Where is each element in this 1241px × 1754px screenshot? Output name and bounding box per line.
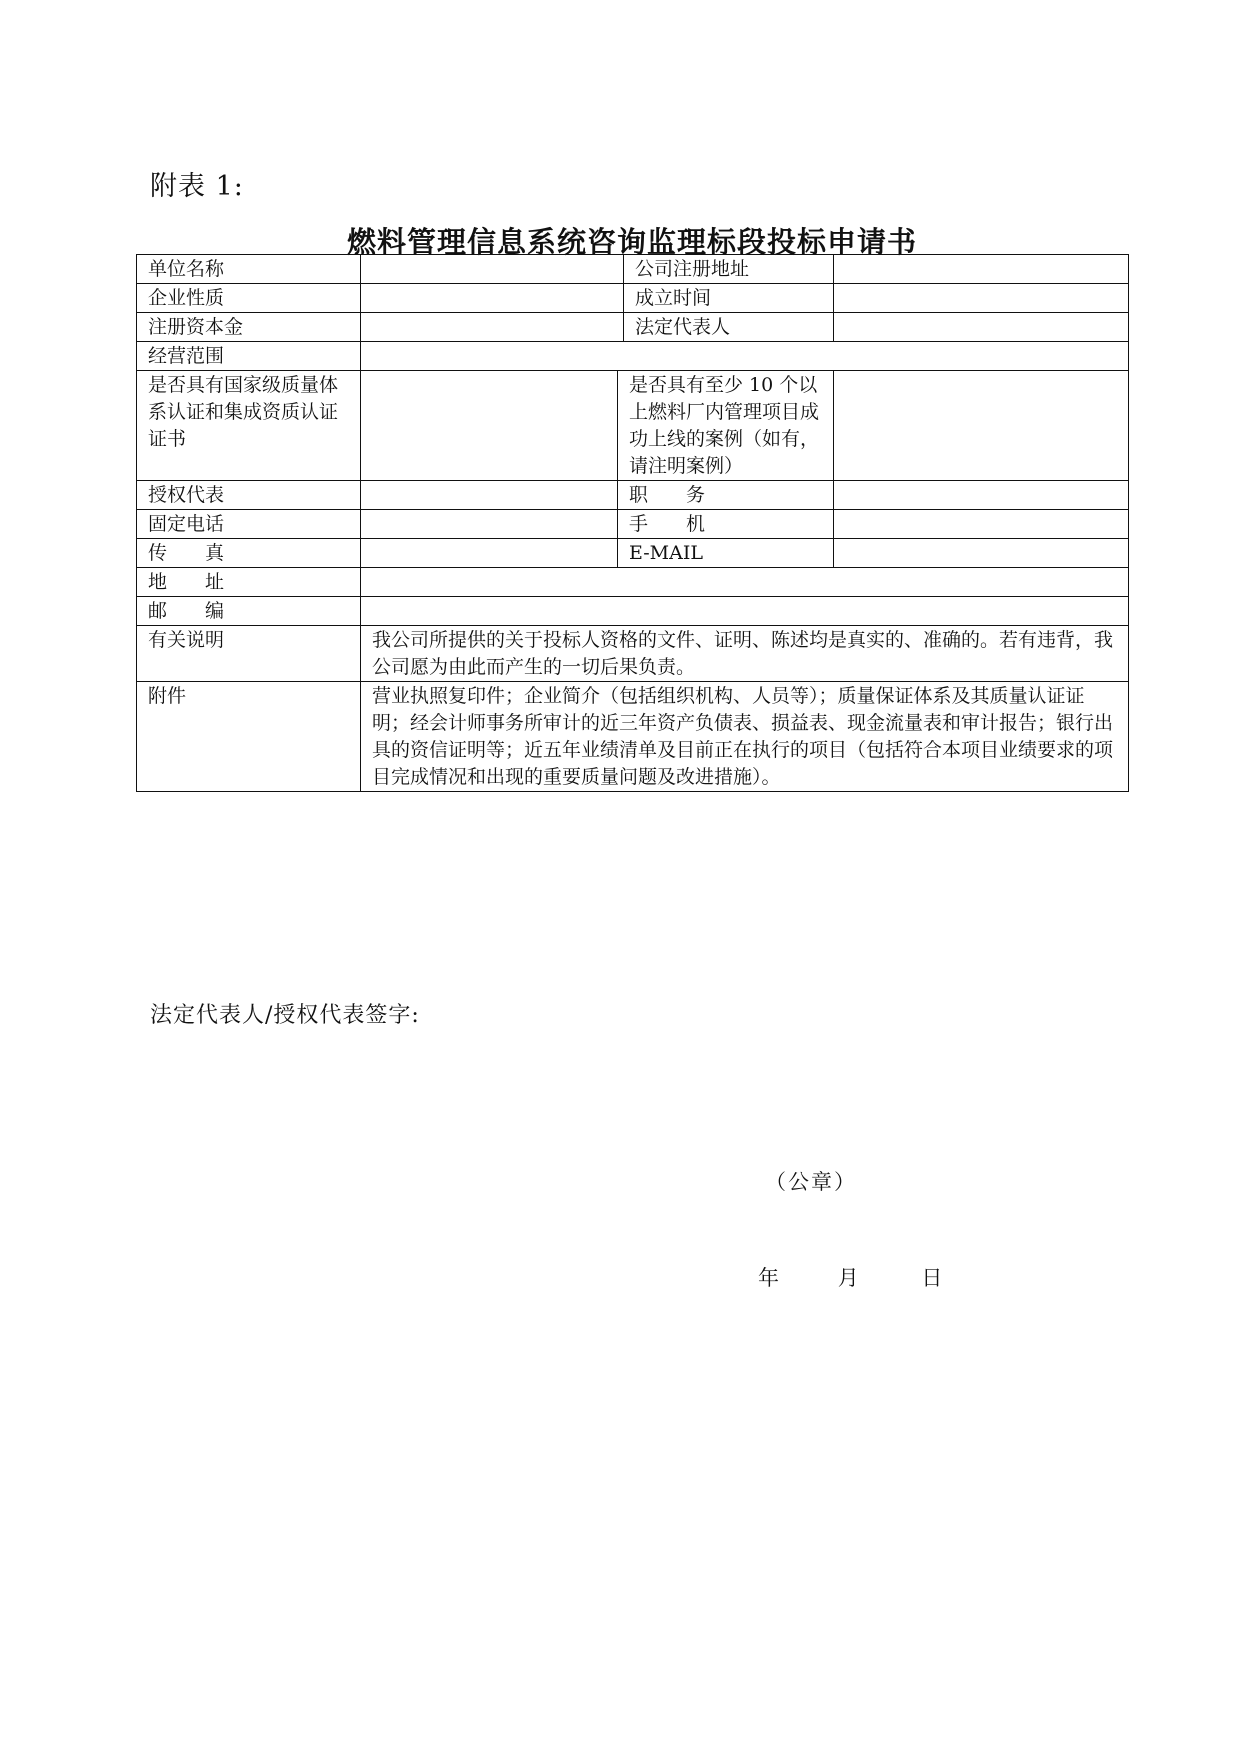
field-auth-rep[interactable] [361,481,618,510]
label-email: E-MAIL [618,539,834,568]
field-postcode[interactable] [361,597,1129,626]
table-row [137,371,1129,481]
label-attachment: 附件 [137,682,361,792]
field-fax[interactable] [361,539,618,568]
table-row [137,597,1129,626]
label-enterprise-type: 企业性质 [137,284,361,313]
table-row [137,539,1129,568]
field-position[interactable] [834,481,1129,510]
table-row [137,481,1129,510]
label-founded: 成立时间 [624,284,834,313]
table-row [137,342,1129,371]
label-cases: 是否具有至少 10 个以上燃料厂内管理项目成功上线的案例（如有，请注明案例） [618,371,834,481]
field-reg-address[interactable] [834,255,1129,284]
field-unit-name[interactable] [361,255,624,284]
label-reg-address: 公司注册地址 [624,255,834,284]
label-address: 地 址 [137,568,361,597]
date-day: 日 [921,1266,943,1290]
table-row [137,682,1129,792]
label-auth-rep: 授权代表 [137,481,361,510]
field-quality-cert[interactable] [361,371,618,481]
application-form-table [136,254,1129,792]
table-row [137,626,1129,682]
label-unit-name: 单位名称 [137,255,361,284]
table-row [137,255,1129,284]
table-row [137,510,1129,539]
label-legal-rep: 法定代表人 [624,313,834,342]
statement-text: 我公司所提供的关于投标人资格的文件、证明、陈述均是真实的、准确的。若有违背，我公司愿为由此而产生的一切后果负责。 [361,626,1129,682]
field-email[interactable] [834,539,1129,568]
label-position: 职 务 [618,481,834,510]
seal-label: （公章） [765,1170,857,1194]
field-legal-rep[interactable] [834,313,1129,342]
table-row [137,284,1129,313]
field-cases[interactable] [834,371,1129,481]
field-address[interactable] [361,568,1129,597]
annex-label: 附表 1: [150,171,244,202]
date-line [758,1262,942,1292]
label-business-scope: 经营范围 [137,342,361,371]
label-phone: 固定电话 [137,510,361,539]
label-quality-cert: 是否具有国家级质量体系认证和集成资质认证证书 [137,371,361,481]
field-enterprise-type[interactable] [361,284,624,313]
date-month: 月 [837,1266,859,1290]
signature-label: 法定代表人/授权代表签字: [150,1003,420,1028]
label-reg-capital: 注册资本金 [137,313,361,342]
table-row [137,568,1129,597]
attachment-text: 营业执照复印件；企业简介（包括组织机构、人员等）；质量保证体系及其质量认证证明；经会计师事务所审计的近三年资产负债表、损益表、现金流量表和审计报告；银行出具的资信证明等；近五年业绩清单及目前正在执行的项目（包括符合本项目业绩要求的项目完成情况和出现的重要质量问题及改进措施）。 [361,682,1129,792]
field-mobile[interactable] [834,510,1129,539]
table-row [137,313,1129,342]
field-phone[interactable] [361,510,618,539]
field-business-scope[interactable] [361,342,1129,371]
label-fax: 传 真 [137,539,361,568]
label-mobile: 手 机 [618,510,834,539]
form-title: 燃料管理信息系统咨询监理标段投标申请书 [346,225,917,259]
field-reg-capital[interactable] [361,313,624,342]
field-founded[interactable] [834,284,1129,313]
label-postcode: 邮 编 [137,597,361,626]
label-statement: 有关说明 [137,626,361,682]
date-year: 年 [758,1266,779,1290]
